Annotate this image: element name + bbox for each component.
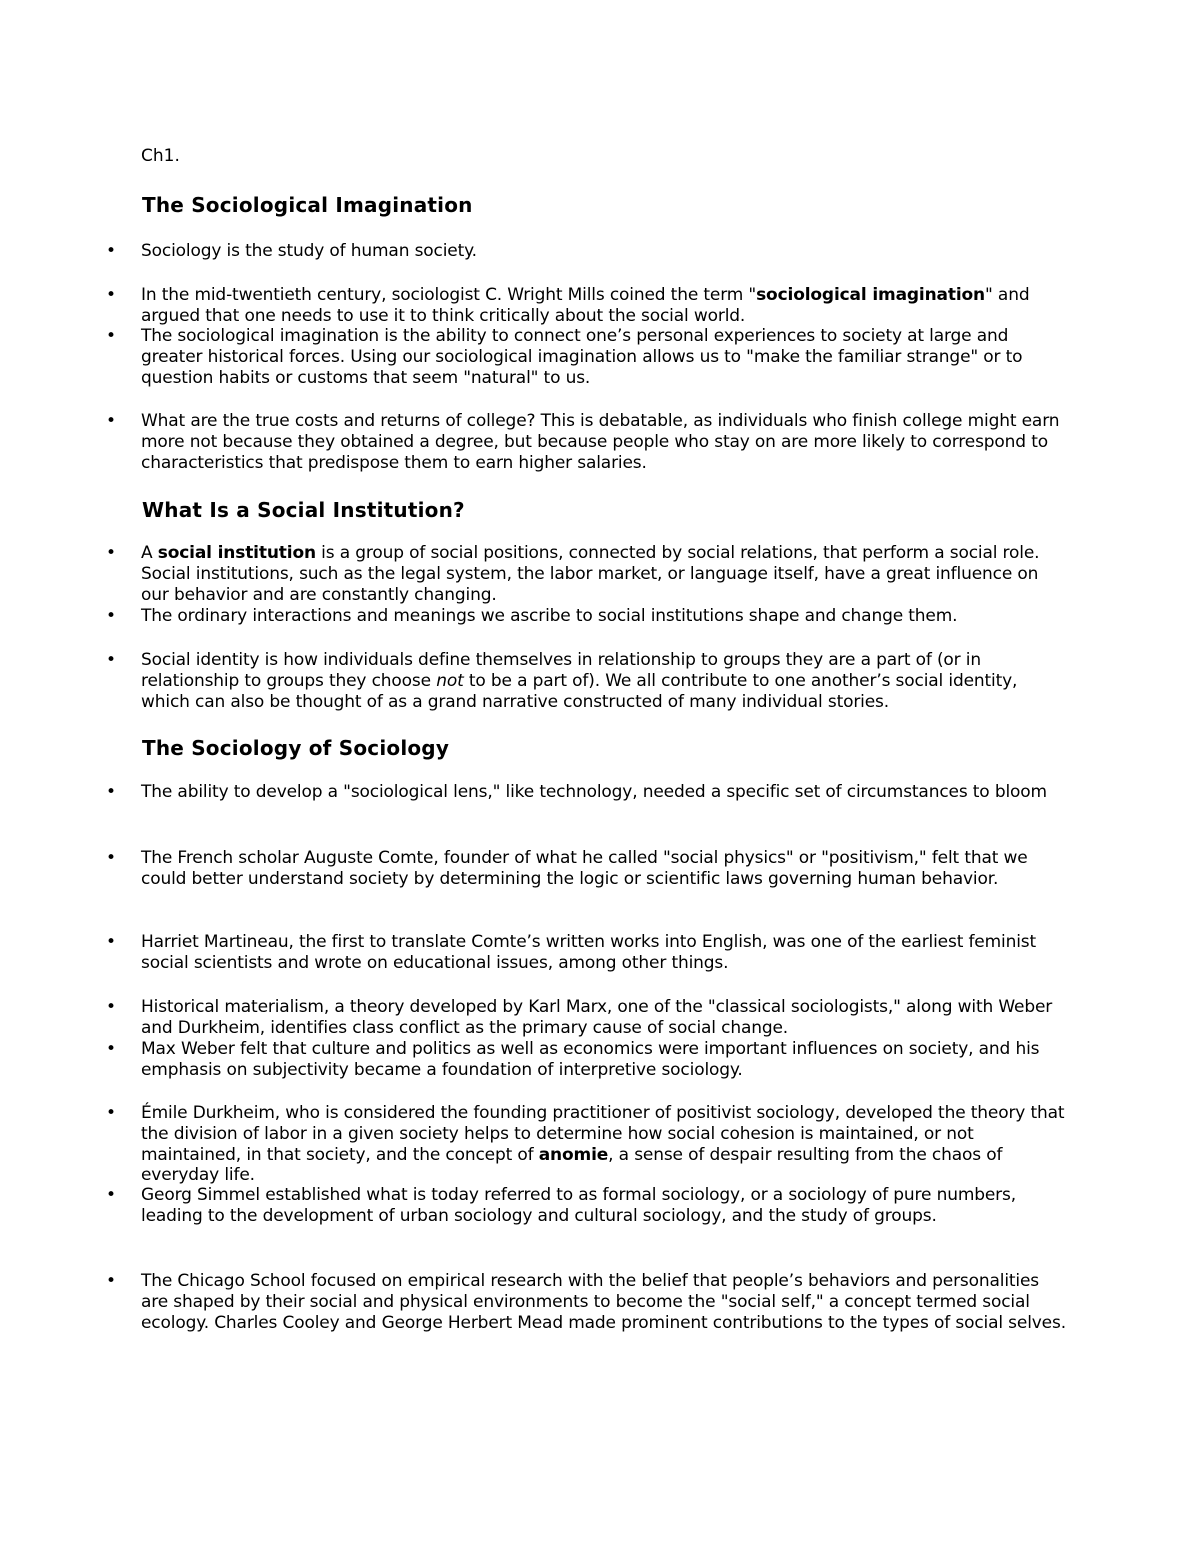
bullet-marker: • — [106, 606, 117, 626]
text-run: The French scholar Auguste Comte, founder of what he called "social physics" or "positivism," felt that we could better understand society by determining the logic or scientific laws governing human behavior. — [141, 848, 1028, 889]
bullet-text — [141, 241, 1066, 262]
bullet-text — [141, 326, 1066, 388]
bullet-marker: • — [106, 1271, 117, 1291]
bullet-text — [141, 782, 1066, 803]
text-run: What are the true costs and returns of college? This is debatable, as individuals who finish college might earn more not because they obtained a degree, but because people who stay on are more likely to correspond to characteristics that predispose them to earn higher salaries. — [141, 411, 1060, 473]
text-run: Harriet Martineau, the first to translate Comte’s written works into English, was one of the earliest feminist social scientists and wrote on educational issues, among other things. — [141, 932, 1037, 973]
bullet-marker: • — [106, 411, 117, 431]
bullet-marker: • — [106, 782, 117, 802]
text-run: Social identity is how individuals define themselves in relationship to groups they are a part of (or in relationship to groups they choose — [141, 650, 981, 691]
text-run: The Chicago School focused on empirical research with the belief that people’s behaviors and personalities are shaped by their social and physical environments to become the "social self," a concept termed social ecology. Charles Cooley and George Herbert Mead made prominent contributions to the types of social selves. — [141, 1271, 1066, 1333]
text-run: In the mid-twentieth century, sociologist C. Wright Mills coined the term " — [141, 285, 757, 305]
text-run: The sociological imagination is the ability to connect one’s personal experiences to society at large and greater historical forces. Using our sociological imagination allows us to "make the familiar strange" or to question habits or customs that seem "natural" to us. — [141, 326, 1023, 388]
bullet-text — [141, 1039, 1066, 1081]
bullet-text — [141, 1103, 1066, 1186]
bullet-marker: • — [106, 997, 117, 1017]
text-run: Georg Simmel established what is today referred to as formal sociology, or a sociology of pure numbers, leading to the development of urban sociology and cultural sociology, and the study of groups. — [141, 1185, 1016, 1226]
bold-term: sociological imagination — [756, 285, 985, 305]
text-run: Historical materialism, a theory developed by Karl Marx, one of the "classical sociologists," along with Weber and Durkheim, identifies class conflict as the primary cause of social change. — [141, 997, 1053, 1038]
section-heading: What Is a Social Institution? — [142, 498, 465, 522]
italic-term: not — [436, 670, 464, 691]
section-heading: The Sociology of Sociology — [142, 736, 450, 760]
bullet-text — [141, 543, 1066, 605]
text-run: Émile Durkheim, who is considered the founding practitioner of positivist sociology, developed the theory that the division of labor in a given society helps to determine how social cohesion is maintained, or not maintained, in that society, and the concept of — [141, 1103, 1065, 1165]
text-run: A — [141, 543, 158, 563]
bold-term: social institution — [157, 543, 316, 563]
bullet-text — [141, 997, 1066, 1039]
bullet-marker: • — [106, 285, 117, 305]
bullet-text — [141, 932, 1066, 974]
bullet-marker: • — [106, 932, 117, 952]
bullet-text — [141, 285, 1066, 327]
bullet-text — [141, 1185, 1066, 1227]
bullet-marker: • — [106, 650, 117, 670]
text-run: The ability to develop a "sociological lens," like technology, needed a specific set of circumstances to bloom — [141, 782, 1047, 802]
chapter-label: Ch1. — [141, 146, 180, 166]
bullet-marker: • — [106, 1185, 117, 1205]
bullet-text — [141, 606, 1066, 627]
bullet-marker: • — [106, 326, 117, 346]
bullet-text — [141, 1271, 1066, 1333]
text-run: , a sense of despair resulting from the chaos of everyday life. — [141, 1144, 1003, 1186]
text-run: The ordinary interactions and meanings we ascribe to social institutions shape and change them. — [141, 606, 958, 626]
bullet-text — [141, 848, 1066, 890]
text-run: Sociology is the study of human society. — [141, 241, 477, 261]
text-run: is a group of social positions, connected by social relations, that perform a social role. Social institutions, such as the legal system, the labor market, or language itself, have a great influence on our behavior and are constantly changing. — [141, 543, 1040, 605]
bullet-text — [141, 650, 1066, 712]
bullet-marker: • — [106, 241, 117, 261]
bullet-marker: • — [106, 1103, 117, 1123]
section-heading: The Sociological Imagination — [142, 193, 473, 217]
bullet-marker: • — [106, 848, 117, 868]
bullet-text — [141, 411, 1066, 473]
bullet-marker: • — [106, 1039, 117, 1059]
text-run: to be a part of). We all contribute to one another’s social identity, which can also be thought of as a grand narrative constructed of many individual stories. — [141, 670, 1018, 712]
bold-term: anomie — [538, 1144, 609, 1165]
bullet-marker: • — [106, 543, 117, 563]
text-run: " and argued that one needs to use it to think critically about the social world. — [141, 285, 1030, 326]
text-run: Max Weber felt that culture and politics as well as economics were important influences on society, and his emphasis on subjectivity became a foundation of interpretive sociology. — [141, 1039, 1040, 1080]
